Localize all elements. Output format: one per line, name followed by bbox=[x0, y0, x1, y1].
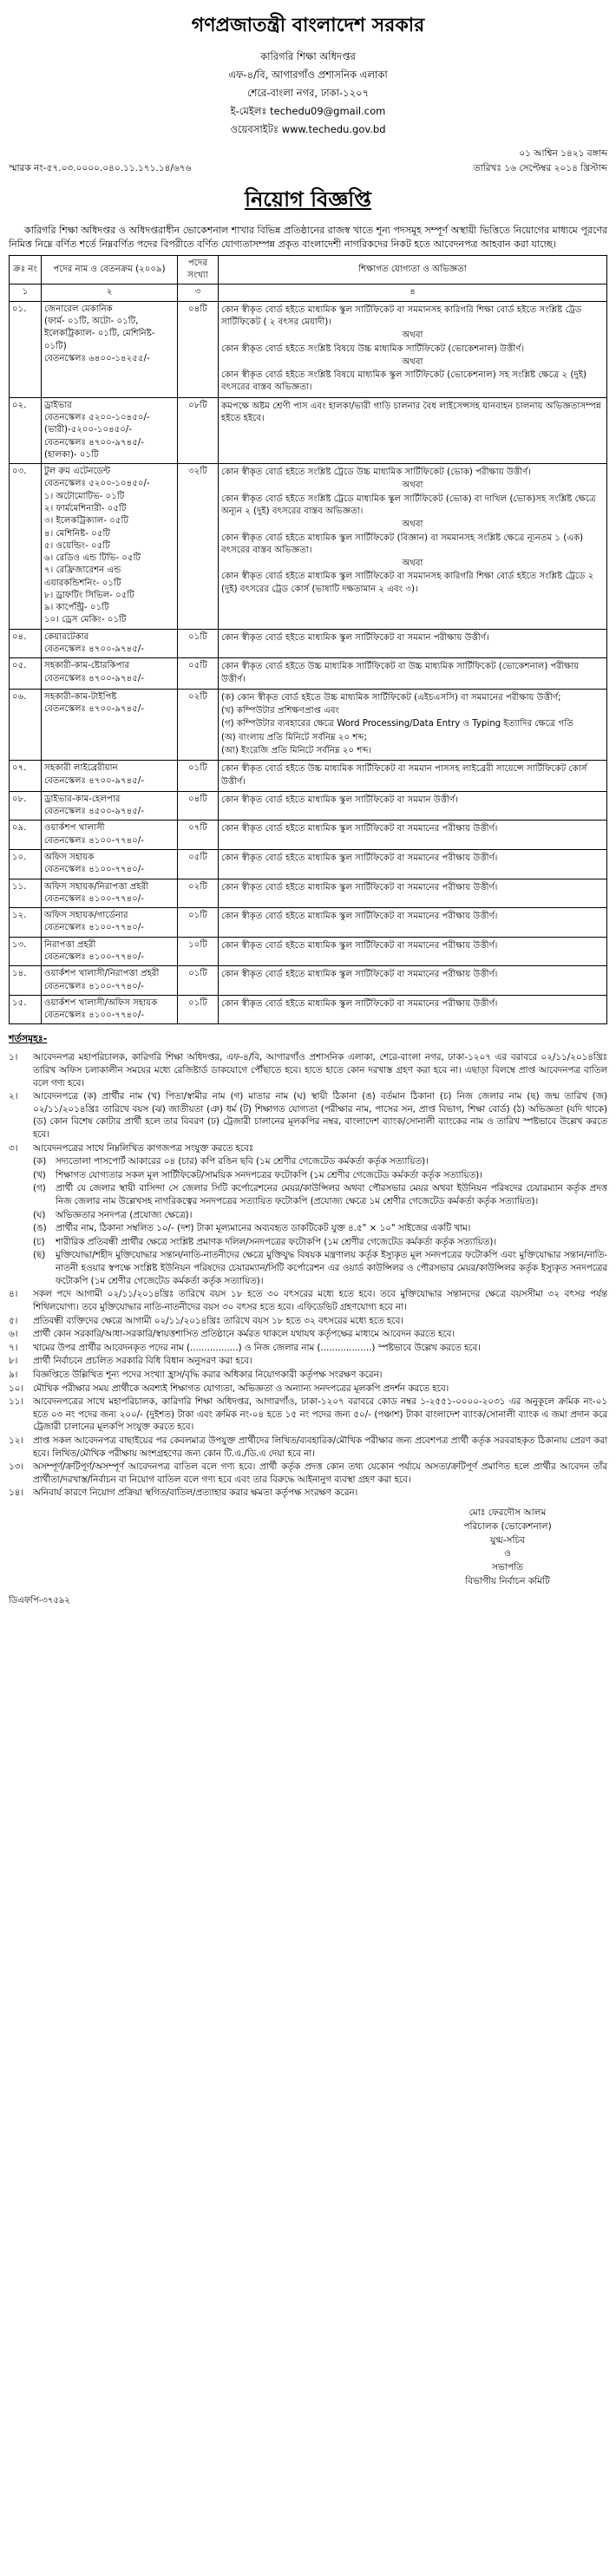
qualification-line: কমপক্ষে অষ্টম শ্রেণী পাস এবং হালকা/ভারী গাড়ি চালনার বৈধ লাইসেন্সসহ যানবাহন চালনায় অভিজ্ঞতাসম্পন্ন হইতে হইবে। bbox=[221, 401, 601, 423]
condition-text: আবেদনপত্রের সাথে নিম্নলিখিত কাগজপত্র সংযুক্ত করতে হবেঃ bbox=[33, 1142, 254, 1154]
row-serial: ১১. bbox=[10, 879, 42, 908]
table-row bbox=[10, 937, 607, 966]
signatory-title-2: যুগ্ম-সচিব bbox=[489, 1534, 525, 1546]
qualification-line: কোন স্বীকৃত বোর্ড হইতে মাধ্যমিক স্কুল সার্টিফিকেট বা সমমান পরীক্ষায় উত্তীর্ণ। bbox=[221, 632, 489, 643]
condition-text: অনিবার্য কারণে নিয়োগ প্রক্রিয়া স্থগিত/বাতিল/প্রত্যাহার করার ক্ষমতা কর্তৃপক্ষ সংরক্ষণ করেন। bbox=[33, 1487, 358, 1499]
qualification-line: কোন স্বীকৃত বোর্ড হইতে মাধ্যমিক স্কুল সার্টিফিকেট বা সমমানের পরীক্ষায় উত্তীর্ণ। bbox=[221, 882, 498, 892]
row-qualification bbox=[219, 966, 607, 996]
post-line: ৩। ইলেকট্রিক্যাল- ০৫টি bbox=[44, 516, 129, 526]
attachment-key: (ঘ) bbox=[33, 1209, 46, 1220]
row-post bbox=[42, 908, 178, 938]
qualification-line: (ক) কোন স্বীকৃত বোর্ড হইতে উচ্চ মাধ্যমিক সার্টিফিকেট (এইচএসসি) বা সমমানের পরীক্ষায় উত্তীর্ণ; bbox=[221, 692, 561, 703]
row-post bbox=[42, 629, 178, 658]
post-line: ওয়ার্কশপ খালাসী/নিরাপত্তা প্রহরী bbox=[44, 969, 160, 979]
row-count: ১০টি bbox=[178, 937, 219, 966]
row-qualification bbox=[219, 658, 607, 690]
post-line: অফিস সহায়ক/গার্ডেনার bbox=[44, 911, 128, 921]
row-serial: ১৫. bbox=[10, 995, 42, 1024]
qualification-line: কোন স্বীকৃত বোর্ড হইতে সংশ্লিষ্ট বিষয়ে মাধ্যমিক স্কুল সার্টিফিকেট (ভোকেশনাল) সহ সংশ্লিষ্ট ক্ষেত্রে ২ (দুই) বৎসরের বাস্তব অভিজ্ঞতা। bbox=[221, 370, 587, 393]
condition-text: আবেদনপত্রে (ক) প্রার্থীর নাম (খ) পিতা/স্বামীর নাম (গ) মাতার নাম (ঘ) স্থায়ী ঠিকানা (ঙ) বর্তমান ঠিকানা (চ) নিজ জেলার নাম (ছ) জন্ম তারিখ (জ) ০২/১১/২০১৪খ্রিঃ তারিখে বয়স (ঝ) জাতীয়তা (ঞ) ধর্ম (ট) শিক্ষাগত যোগ্যতা (পরীক্ষার নাম, পাসের সন, প্রাপ্ত বিভাগ, শিক্ষা বোর্ড) (ঠ) অভিজ্ঞতা (যদি থাকে) (ড) কোন বিশেষ কোটার প্রার্থী হলে তার বিবরণ (ঢ) ট্রেজারী চালানের মূলকপির নম্বর, বাংলাদেশ ব্যাংক/সোনালী ব্যাংকের নাম ও তারিখ স্পষ্টভাবে উল্লেখ করতে হবে। bbox=[33, 1091, 607, 1140]
condition-number: ৪। bbox=[9, 1289, 18, 1300]
condition-number: ৬। bbox=[9, 1329, 18, 1340]
attachment-key: (খ) bbox=[33, 1169, 46, 1180]
signatory-title-3: ও bbox=[504, 1548, 511, 1559]
condition-number: ১১। bbox=[9, 1396, 24, 1408]
signatory-title-4: সভাপতি bbox=[492, 1562, 523, 1573]
row-count: ৩২টি bbox=[178, 464, 219, 630]
table-row bbox=[10, 397, 607, 463]
condition-text: প্রতিবন্ধী ব্যক্তিদের ক্ষেত্রে আগামী ০২/১১/২০১৪খ্রিঃ তারিখে বয়স ১৮ হতে ৩২ বৎসরের মধ্যে হতে হবে। bbox=[33, 1315, 403, 1326]
or-separator: অথবা bbox=[402, 481, 423, 491]
condition-text: আবেদনপত্র মহাপরিচালক, কারিগরি শিক্ষা অধিদপ্তর, এফ-৪/বি, আগারগাঁও প্রশাসনিক এলাকা, শেরে-বাংলা নগর, ঢাকা-১২০৭ এর বরাবরে ০২/১১/২০১৪খ্রিঃ তারিখ অফিস চলাকালীন সময়ের মধ্যে রেজিষ্টার্ড ডাকযোগে পৌঁছাতে হবে। হাতে হাতে কোন দরখাস্ত গ্রহণ করা হবে না। এছাড়া বিলম্বে প্রাপ্ত আবেদনপত্র বাতিল বলে গণ্য হবে। bbox=[33, 1052, 607, 1089]
row-qualification bbox=[219, 301, 607, 397]
department-line: কারিগরি শিক্ষা অধিদপ্তর bbox=[260, 50, 356, 62]
row-serial: ০৪. bbox=[10, 629, 42, 658]
qualification-line: কোন স্বীকৃত বোর্ড হইতে সংশ্লিষ্ট ট্রেডে মাধ্যমিক স্কুল সার্টিফিকেট (ভোক) বা দাখিল (ভোক)সহ সংশ্লিষ্ট ক্ষেত্রে অন্যূন ২ (দুই) বৎসরের বাস্তব অভিজ্ঞতা। bbox=[221, 494, 596, 516]
row-serial: ০৩. bbox=[10, 464, 42, 630]
condition-item bbox=[9, 1487, 607, 1500]
colnum: ২ bbox=[42, 284, 178, 301]
row-qualification bbox=[219, 849, 607, 879]
condition-item bbox=[9, 1342, 607, 1355]
dfp-code: ডিএফপি-৩৭৫৯২ bbox=[9, 1595, 70, 1605]
row-post bbox=[42, 301, 178, 397]
row-serial: ০২. bbox=[10, 397, 42, 463]
post-line: সহকারী-কাম-টাইপিষ্ট bbox=[44, 691, 117, 702]
row-serial: ০৬. bbox=[10, 689, 42, 760]
condition-number: ৯। bbox=[9, 1369, 18, 1380]
row-serial: ০৯. bbox=[10, 821, 42, 850]
row-qualification bbox=[219, 995, 607, 1024]
website-line: ওয়েবসাইটঃ www.techedu.gov.bd bbox=[230, 123, 386, 135]
attachment-item bbox=[33, 1155, 607, 1168]
condition-item bbox=[9, 1369, 607, 1382]
row-count: ০৫টি bbox=[178, 849, 219, 879]
post-line: বেতনস্কেলঃ ৫২০০-১০৪৫০/- bbox=[44, 412, 150, 422]
post-line: (হালকা)- ০১টি bbox=[44, 449, 99, 460]
address-line-1: এফ-৪/বি, আগারগাঁও প্রশাসনিক এলাকা bbox=[228, 69, 388, 81]
condition-item bbox=[9, 1315, 607, 1328]
qualification-line: কোন স্বীকৃত বোর্ড হইতে মাধ্যমিক স্কুল সার্টিফিকেট বা সমমানের পরীক্ষায় উত্তীর্ণ। bbox=[221, 970, 498, 980]
attachment-item bbox=[33, 1209, 607, 1222]
attachment-item bbox=[33, 1169, 607, 1182]
qualification-line: কোন স্বীকৃত বোর্ড হইতে মাধ্যমিক স্কুল সার্টিফিকেট বা সমমানের পরীক্ষায় উত্তীর্ণ। bbox=[221, 940, 498, 951]
qualification-line: (আ) ইংরেজি প্রতি মিনিটে সর্বনিম্ন ২০ শব্দ। bbox=[221, 746, 372, 755]
post-line: বেতনস্কেলঃ ৬৪০০-১৪২৫৫/- bbox=[44, 353, 150, 363]
row-count: ০১টি bbox=[178, 761, 219, 792]
row-count: ০৮টি bbox=[178, 397, 219, 463]
attachment-text: অভিজ্ঞতার সনদপত্র (প্রযোজ্য ক্ষেত্রে)। bbox=[56, 1209, 193, 1220]
post-line: ৬। রেডিও এন্ড টিভি- ০৫টি bbox=[44, 553, 141, 564]
row-qualification bbox=[219, 761, 607, 792]
qualification-line: কোন স্বীকৃত বোর্ড হইতে সংশ্লিষ্ট ট্রেডে উচ্চ মাধ্যমিক সার্টিফিকেট (ভোক) পরীক্ষায় উত্তীর্ণ। bbox=[221, 467, 531, 478]
qualification-line: (খ) কম্পিউটার প্রশিক্ষণপ্রাপ্ত এবং bbox=[221, 706, 339, 716]
condition-item bbox=[9, 1142, 607, 1155]
post-line: ১০। ড্রেস মেকিং- ০১টি bbox=[44, 615, 127, 625]
row-qualification bbox=[219, 879, 607, 908]
post-line: কেয়ারটেকার bbox=[44, 631, 89, 642]
attachment-key: (চ) bbox=[33, 1236, 45, 1247]
row-post bbox=[42, 791, 178, 821]
attachment-text: শারীরিক প্রতিবন্ধী প্রার্থীর ক্ষেত্রে সংশ্লিষ্ট প্রমাণক দলিল/সনদপত্রের ফটোকপি (১ম শ্রেণীর গেজেটেড কর্মকর্তা কর্তৃক সত্যায়িত)। bbox=[56, 1236, 497, 1247]
attachment-text: প্রার্থীর নাম, ঠিকানা সম্বলিত ১০/- (দশ) টাকা মূল্যমানের অব্যবহৃত ডাকটিকেট যুক্ত ৪.৫" × ১০" সাইজের একটি খাম। bbox=[56, 1223, 471, 1234]
table-row bbox=[10, 821, 607, 850]
row-qualification bbox=[219, 908, 607, 938]
condition-text: মৌখিক পরীক্ষার সময় প্রার্থীকে অবশ্যই শিক্ষাগত যোগ্যতা, অভিজ্ঞতা ও অন্যান্য সনদপত্রের মূলকপি প্রদর্শন করতে হবে। bbox=[33, 1383, 449, 1394]
reference-row bbox=[9, 147, 607, 177]
email-line: ই-মেইলঃ techedu09@gmail.com bbox=[230, 105, 386, 117]
row-count: ০১টি bbox=[178, 966, 219, 996]
condition-number: ১২। bbox=[9, 1435, 24, 1447]
table-row bbox=[10, 658, 607, 690]
post-line: বেতনস্কেলঃ ৫২০০-১০৪৫০/- bbox=[44, 479, 150, 489]
row-qualification bbox=[219, 629, 607, 658]
post-line: বেতনস্কেলঃ ৪৭০০-৯৭৪৫/- bbox=[44, 437, 144, 448]
row-post bbox=[42, 464, 178, 630]
conditions-title: শর্তসমূহঃ- bbox=[9, 1033, 48, 1045]
table-row bbox=[10, 689, 607, 760]
row-count: ০১টি bbox=[178, 908, 219, 938]
row-post bbox=[42, 995, 178, 1024]
condition-item bbox=[9, 1383, 607, 1396]
post-line: বেতনস্কেলঃ ৪১০০-৭৭৪০/- bbox=[44, 865, 144, 875]
qualification-line: কোন স্বীকৃত বোর্ড হইতে মাধ্যমিক স্কুল সার্টিফিকেট বা সমমানের পরীক্ষায় উত্তীর্ণ। bbox=[221, 998, 498, 1009]
row-qualification bbox=[219, 397, 607, 463]
post-line: ৯। কার্পেন্ট্রি- ০১টি bbox=[44, 603, 109, 613]
table-colnum-row bbox=[10, 284, 607, 301]
condition-item bbox=[9, 1051, 607, 1089]
post-line: সহকারী লাইব্রেরীয়ান bbox=[44, 763, 118, 774]
table-row bbox=[10, 761, 607, 792]
row-post bbox=[42, 821, 178, 850]
table-row bbox=[10, 464, 607, 630]
attachment-key: (ঙ) bbox=[33, 1223, 47, 1234]
attachment-item bbox=[33, 1222, 607, 1235]
table-row bbox=[10, 995, 607, 1024]
attachment-text: শিক্ষাগত যোগ্যতার সকল মূল সার্টিফিকেট/সাময়িক সনদপত্রের ফটোকপি (১ম শ্রেণীর গেজেটেড কর্মকর্তা কর্তৃক সত্যায়িত)। bbox=[56, 1169, 482, 1180]
row-post bbox=[42, 879, 178, 908]
signatory-title-5: বিভাগীয় নির্বাচন কমিটি bbox=[465, 1575, 550, 1586]
or-separator: অথবা bbox=[402, 356, 423, 367]
condition-item bbox=[9, 1396, 607, 1434]
row-count: ০৪টি bbox=[178, 791, 219, 821]
condition-item bbox=[9, 1328, 607, 1341]
condition-item bbox=[9, 1435, 607, 1460]
condition-number: ১। bbox=[9, 1052, 18, 1063]
row-count: ০২টি bbox=[178, 689, 219, 760]
qualification-line: কোন স্বীকৃত বোর্ড হইতে উচ্চ মাধ্যমিক সার্টিফিকেট বা উচ্চ মাধ্যমিক সার্টিফিকেট (ভোকেশনাল) পরীক্ষায় উত্তীর্ণ। bbox=[221, 662, 580, 684]
post-line: টুল রুম এটেনডেন্ট bbox=[44, 467, 111, 477]
row-qualification bbox=[219, 791, 607, 821]
post-line: অফিস সহায়ক/নিরাপত্তা প্রহরী bbox=[44, 881, 149, 892]
or-separator: অথবা bbox=[402, 330, 423, 341]
row-count: ০১টি bbox=[178, 995, 219, 1024]
post-line: ৮। ড্রাফটিং সিভিল- ০৫টি bbox=[44, 590, 134, 600]
attachment-key: (ছ) bbox=[33, 1250, 46, 1261]
signature-block bbox=[408, 1507, 607, 1589]
row-count: ০১টি bbox=[178, 629, 219, 658]
attachment-text: সদ্যতোলা পাসপোর্ট আকারের ০৪ (চার) কপি রঙিন ছবি (১ম শ্রেণীর গেজেটেড কর্মকর্তা কর্তৃক সত্যায়িত)। bbox=[56, 1156, 429, 1167]
condition-text: প্রার্থী নির্বাচনে প্রচলিত সরকারি বিধি বিধান অনুসরণ করা হবে। bbox=[33, 1356, 252, 1367]
row-post bbox=[42, 937, 178, 966]
header-post: পদের নাম ও বেতনক্রম (২০০৯) bbox=[42, 255, 178, 284]
condition-number: ১৪। bbox=[9, 1487, 24, 1499]
condition-number: ৩। bbox=[9, 1142, 18, 1154]
post-line: সহকারী-কাম-ষ্টোরকিপার bbox=[44, 661, 130, 671]
post-line: বেতনস্কেলঃ ৪১০০-৭৭৪০/- bbox=[44, 835, 144, 846]
qualification-line: কোন স্বীকৃত বোর্ড হইতে মাধ্যমিক স্কুল সার্টিফিকেট (বিজ্ঞান) বা সমমানসহ সংশ্লিষ্ট ক্ষেত্রে ন্যূনতম ১ (এক) বৎসরের বাস্তব অভিজ্ঞতা। bbox=[221, 533, 584, 555]
table-row bbox=[10, 849, 607, 879]
row-serial: ০৭. bbox=[10, 761, 42, 792]
qualification-line: কোন স্বীকৃত বোর্ড হইতে মাধ্যমিক স্কুল সার্টিফিকেট বা সমমানসহ কারিগরি শিক্ষা বোর্ড হইতে সংশ্লিষ্ট ট্রেড সার্টিফিকেট ( ২ বৎসর মেয়াদী)। bbox=[221, 304, 582, 327]
row-qualification bbox=[219, 464, 607, 630]
table-row bbox=[10, 966, 607, 996]
government-title: গণপ্রজাতন্ত্রী বাংলাদেশ সরকার bbox=[191, 15, 425, 36]
row-post bbox=[42, 689, 178, 760]
post-line: বেতনস্কেলঃ ৪৫০০-৯৭৪৫/- bbox=[44, 807, 144, 817]
post-line: ড্রাইভার-কাম-হেলপার bbox=[44, 794, 121, 804]
post-line: ২। ফার্মমেশিনারী- ০৫টি bbox=[44, 503, 127, 513]
post-line: বেতনস্কেলঃ ৪১০০-৭৭৪০/- bbox=[44, 981, 144, 991]
qualification-line: (অ) বাংলায় প্রতি মিনিটে সর্বনিম্ন ২০ শব্দ; bbox=[221, 732, 368, 742]
row-post bbox=[42, 761, 178, 792]
date-gregorian bbox=[474, 162, 607, 177]
post-line: বেতনস্কেলঃ ৪৭০০-৯৭৪৫/- bbox=[44, 644, 144, 655]
table-row bbox=[10, 908, 607, 938]
qualification-line: (গ) কম্পিউটার ব্যবহারের ক্ষেত্রে Word Processing/Data Entry ও Typing ইত্যাদির ক্ষেত্রে গতি bbox=[221, 719, 573, 729]
row-post bbox=[42, 849, 178, 879]
colnum: ৩ bbox=[178, 284, 219, 301]
condition-number: ৮। bbox=[9, 1356, 18, 1367]
attachment-item bbox=[33, 1236, 607, 1249]
post-line: বেতনস্কেলঃ ৪১০০-৭৭৪০/- bbox=[44, 923, 144, 933]
condition-item bbox=[9, 1288, 607, 1313]
condition-item bbox=[9, 1355, 607, 1368]
vacancy-table bbox=[9, 255, 607, 1024]
row-count: ০৪টি bbox=[178, 301, 219, 397]
colnum: ৪ bbox=[219, 284, 607, 301]
row-qualification bbox=[219, 937, 607, 966]
qualification-line: কোন স্বীকৃত বোর্ড হইতে মাধ্যমিক স্কুল সার্টিফিকেট বা সমমানের পরীক্ষায় উত্তীর্ণ। bbox=[221, 912, 498, 922]
signatory-name: মোঃ ফেরদৌস আলম bbox=[469, 1507, 547, 1519]
attachment-item bbox=[33, 1182, 607, 1207]
post-line: বেতনস্কেলঃ ৪৭০০-৯৭৪৫/- bbox=[44, 673, 144, 683]
row-qualification bbox=[219, 689, 607, 760]
colnum: ১ bbox=[10, 284, 42, 301]
post-line: (ফার্ম- ০১টি, অটো- ০১টি, ইলেকট্রিক্যাল- ০১টি, মেশিনিষ্ট- ০১টি) bbox=[44, 317, 155, 351]
table-row bbox=[10, 879, 607, 908]
qualification-line: কোন স্বীকৃত বোর্ড হইতে মাধ্যমিক স্কুল সার্টিফিকেট বা সমমানের পরীক্ষায় উত্তীর্ণ। bbox=[221, 824, 498, 834]
header-count: পদের সংখ্যা bbox=[178, 255, 219, 284]
post-line: নিরাপত্তা প্রহরী bbox=[44, 939, 96, 950]
date-block bbox=[474, 147, 607, 177]
table-row bbox=[10, 629, 607, 658]
row-post bbox=[42, 966, 178, 996]
condition-number: ১৩। bbox=[9, 1461, 24, 1473]
conditions-list bbox=[9, 1051, 607, 1500]
attachment-key: (ক) bbox=[33, 1156, 47, 1167]
qualification-line: কোন স্বীকৃত বোর্ড হইতে মাধ্যমিক স্কুল সার্টিফিকেট বা সমমানসহ কারিগরি শিক্ষা বোর্ড হইতে সংশ্লিষ্ট ট্রেডে ২ (দুই) বৎসরের ট্রেড কোর্স (ভাষাটি দক্ষতামান ২ এবং ৩)। bbox=[221, 572, 594, 594]
condition-text: অসম্পূর্ণ/ক্রটিপূর্ণ/অসম্পূর্ণ আবেদনপত্র বাতিল বলে গণ্য হবে। প্রার্থী কর্তৃক প্রদত্ত কোন তথ্য যেকোন পর্যায়ে অসত্য/ক্রটিপূর্ণ প্রমাণিত হলে প্রার্থীর আবেদন তাঁর প্রার্থীতা/দরখাস্ত/নির্বাচন বা নিয়োগ বাতিল বলে গণ্য হবে এবং তার বিরুদ্ধে আইনানুগ ব্যবস্থা গ্রহণ করা হবে। bbox=[33, 1461, 607, 1485]
notice-title: নিয়োগ বিজ্ঞপ্তি bbox=[245, 187, 371, 212]
qualification-line: কোন স্বীকৃত বোর্ড হইতে সংশ্লিষ্ট বিষয়ে উচ্চ মাধ্যমিক সার্টিফিকেট (ভোকেশনাল) উত্তীর্ণ। bbox=[221, 343, 525, 354]
post-line: ১। অটোমোটিভ- ০১টি bbox=[44, 491, 125, 501]
post-line: বেতনস্কেলঃ ৪৭০০-৯৭৪৫/- bbox=[44, 775, 144, 786]
header-qualification: শিক্ষাগত যোগ্যতা ও অভিজ্ঞতা bbox=[219, 255, 607, 284]
post-line: বেতনস্কেলঃ ৪১০০-৭৭৪০/- bbox=[44, 1010, 144, 1021]
post-line: বেতনস্কেলঃ ৪১০০-৭৭৪০/- bbox=[44, 951, 144, 962]
condition-text: প্রার্থী কোন সরকারি/আধা-সরকারি/স্বায়ত্তশাসিত প্রতিষ্ঠানে কর্মরত থাকলে যথাযথ কর্তৃপক্ষের মাধ্যমে আবেদন করতে হবে। bbox=[33, 1329, 455, 1340]
row-serial: ১০. bbox=[10, 849, 42, 879]
row-qualification bbox=[219, 821, 607, 850]
condition-text: আবেদনপত্রের সাথে মহাপরিচালক, কারিগরি শিক্ষা অধিদপ্তর, আগারগাঁও, ঢাকা-১২০৭ বরাবরে কোড নম্বর ১-২৫৫১-০০০০-২০৩১ এর অনুকূলে ক্রমিক নং-০১ হতে ০৩ নং পদের জন্য ২০০/- (দুইশত) টাকা এবং ক্রমিক নং-০৪ হতে ১৫ নং পদের জন্য ৫০/- (পঞ্চাশ) টাকা বাংলাদেশ ব্যাংক/সোনালী ব্যাংক এ জমা প্রদান করে ট্রেজারী চালানের মূলকপি সংযুক্ত করতে হবে। bbox=[33, 1396, 607, 1433]
qualification-line: কোন স্বীকৃত বোর্ড হইতে মাধ্যমিক স্কুল সার্টিফিকেট বা সমমান উত্তীর্ণ। bbox=[221, 794, 458, 805]
post-line: বেতনস্কেলঃ ৪৭০০-৯৭৪৫/- bbox=[44, 704, 144, 715]
condition-text: বিজ্ঞপ্তিতে উল্লিখিত শূন্য পদের সংখ্যা হ্রাস/বৃদ্ধি করার অধিকার নিয়োগকারী কর্তৃপক্ষ সংরক্ষণ করেন। bbox=[33, 1369, 383, 1380]
condition-text: খামের উপর প্রার্থীর আবেদনকৃত পদের নাম (.................) ও নিজ জেলার নাম (..................) স্পষ্টভাবে উল্লেখ করতে হবে। bbox=[33, 1342, 481, 1353]
row-serial: ০১. bbox=[10, 301, 42, 397]
date-label: তারিখঃ bbox=[473, 163, 501, 173]
condition-number: ৭। bbox=[9, 1342, 18, 1353]
post-line: ওয়ার্কশপ খালাসী bbox=[44, 823, 105, 834]
address-line-2: শেরে-বাংলা নগর, ঢাকা-১২০৭ bbox=[246, 87, 370, 99]
table-row bbox=[10, 301, 607, 397]
condition-text: প্রাপ্ত সকল আবেদনপত্র বাছাইয়ের পর কেবলমাত্র উপযুক্ত প্রার্থীদের লিখিত/ব্যবহারিক/মৌখিক পরীক্ষার জন্য প্রবেশপত্র প্রার্থী কর্তৃক সরবরাহকৃত ঠিকানায় প্রেরণ করা হবে। লিখিত/মৌখিক পরীক্ষায় অংশগ্রহণের জন্য কোন টি.এ./ডি.এ দেয়া হবে না। bbox=[33, 1435, 607, 1459]
post-line: বেতনস্কেলঃ ৪১০০-৭৭৪০/- bbox=[44, 893, 144, 904]
qualification-line: কোন স্বীকৃত বোর্ড হইতে মাধ্যমিক স্কুল সার্টিফিকেট বা সমমানের পরীক্ষায় উত্তীর্ণ। bbox=[221, 853, 498, 863]
post-line: জেনারেল মেকানিক bbox=[44, 304, 113, 314]
attachment-text: প্রার্থী যে জেলার স্থায়ী বাসিন্দা সে জেলার সিটি কর্পোরেশনের মেয়র/কাউন্সিলর অথবা পৌরসভার মেয়র অথবা ইউনিয়ন পরিষদের চেয়ারম্যান কর্তৃক প্রদত্ত নিজ জেলার নাম উল্লেখসহ নাগরিকত্বের সনদপত্রের সত্যায়িত ফটোকপি (প্রযোজ্য ক্ষেত্রে ১ম শ্রেণীর গেজেটেড কর্মকর্তা কর্তৃক সত্যায়িত)। bbox=[56, 1183, 607, 1207]
condition-number: ৫। bbox=[9, 1315, 18, 1326]
condition-number: ২। bbox=[9, 1091, 18, 1102]
table-row bbox=[10, 791, 607, 821]
row-serial: ০৫. bbox=[10, 658, 42, 690]
post-line: ৭। রেফ্রিজারেশন এন্ড এয়ারকন্ডিশনিং- ০১টি bbox=[44, 566, 121, 588]
condition-number: ১০। bbox=[9, 1383, 24, 1394]
letterhead bbox=[9, 10, 607, 139]
row-serial: ১৪. bbox=[10, 966, 42, 996]
date-gregorian-value: ১৬ সেপ্টেম্বর ২০১৪ খ্রিস্টাব্দ bbox=[504, 163, 607, 173]
post-line: ৫। ওয়েল্ডিং- ০৫টি bbox=[44, 540, 110, 551]
row-serial: ১৩. bbox=[10, 937, 42, 966]
row-count: ০৭টি bbox=[178, 821, 219, 850]
intro-paragraph: কারিগরি শিক্ষা অধিদপ্তর ও অধিদপ্তরাধীন ভোকেশনাল শাখার বিভিন্ন প্রতিষ্ঠানের রাজস্ব খাতে শূন্য পদসমূহ সম্পূর্ণ অস্থায়ী ভিত্তিতে নিয়োগের মাধ্যমে পূরণের নিমিত্ত নিম্নে বর্ণিত শর্তে নিম্নবর্ণিত পদের বিপরীতে বর্ণিত যোগ্যতাসম্পন্ন প্রকৃত বাংলাদেশী নাগরিকদের নিকট হতে আবেদনপত্র আহবান করা যাচ্ছে। bbox=[9, 225, 607, 250]
attachment-list bbox=[33, 1155, 607, 1287]
post-line: ওয়ার্কশপ খালাসী/অফিস সহায়ক bbox=[44, 997, 158, 1008]
condition-item bbox=[9, 1090, 607, 1141]
attachment-key: (গ) bbox=[33, 1183, 46, 1194]
post-line: ড্রাইভার bbox=[44, 400, 72, 410]
row-count: ০২টি bbox=[178, 879, 219, 908]
or-separator: অথবা bbox=[402, 559, 423, 569]
row-post bbox=[42, 658, 178, 690]
date-bengali: ০১ আশ্বিন ১৪২১ বঙ্গাব্দ bbox=[519, 148, 607, 159]
condition-text: সকল পদে আগামী ০২/১১/২০১৪খ্রিঃ তারিখে বয়স ১৮ হতে ৩০ বৎসরের মধ্যে হতে হবে। তবে মুক্তিযোদ্ধার সন্তানদের ক্ষেত্রে বয়সসীমা ৩২ বৎসর পর্যন্ত শিথিলযোগ্য। তবে মুক্তিযোদ্ধার নাতি-নাতনীদের বয়স ৩০ বৎসর হতে হবে। এফিডেভিট গ্রহণযোগ্য হবে না। bbox=[33, 1289, 607, 1312]
condition-item bbox=[9, 1461, 607, 1486]
row-count: ০৫টি bbox=[178, 658, 219, 690]
post-line: ৪। মেশিনিষ্ট- ০৫টি bbox=[44, 528, 110, 539]
row-serial: ০৮. bbox=[10, 791, 42, 821]
row-post bbox=[42, 397, 178, 463]
post-line: (ভারী)-৫২০০-১০৪৫০/- bbox=[44, 425, 133, 435]
memo-number: স্মারক নং-৫৭.০৩.০০০০.০৪০.১১.১৭১.১৪/৬৭৬ bbox=[9, 163, 192, 173]
notice-page bbox=[9, 0, 607, 1609]
or-separator: অথবা bbox=[402, 520, 423, 530]
table-header-row bbox=[10, 255, 607, 284]
row-serial: ১২. bbox=[10, 908, 42, 938]
vacancy-rows bbox=[10, 301, 607, 1024]
signatory-title-1: পরিচালক (ভোকেশনাল) bbox=[463, 1520, 552, 1532]
header-serial: ক্রঃ নং bbox=[10, 255, 42, 284]
attachment-text: মুক্তিযোদ্ধা/শহীদ মুক্তিযোদ্ধার সন্তান/নাতি-নাতনীদের ক্ষেত্রে মুক্তিযুদ্ধ বিষয়ক মন্ত্রণালয় কর্তৃক ইস্যুকৃত মূল সনদপত্রের ফটোকপি এবং মুক্তিযোদ্ধার সন্তান/নাতি-নাতনী হওয়ার স্বপক্ষে সংশ্লিষ্ট ইউনিয়ন পরিষদের চেয়ারম্যান/সিটি কর্পোরেশন এর ওয়ার্ড কাউন্সিলর ও পৌরসভার মেয়র/কাউন্সিলর কর্তৃক ইস্যুকৃত সনদপত্রের ফটোকপি (১ম শ্রেণীর গেজেটেড কর্মকর্তা কর্তৃক সত্যায়িত)। bbox=[56, 1250, 607, 1286]
attachment-item bbox=[33, 1249, 607, 1287]
post-line: অফিস সহায়ক bbox=[44, 852, 95, 862]
qualification-line: কোন স্বীকৃত বোর্ড হইতে উচ্চ মাধ্যমিক সার্টিফিকেট বা সমমান পাসসহ লাইব্রেরী সায়েন্সে সার্টিফিকেট কোর্স উত্তীর্ণ। bbox=[221, 764, 587, 787]
